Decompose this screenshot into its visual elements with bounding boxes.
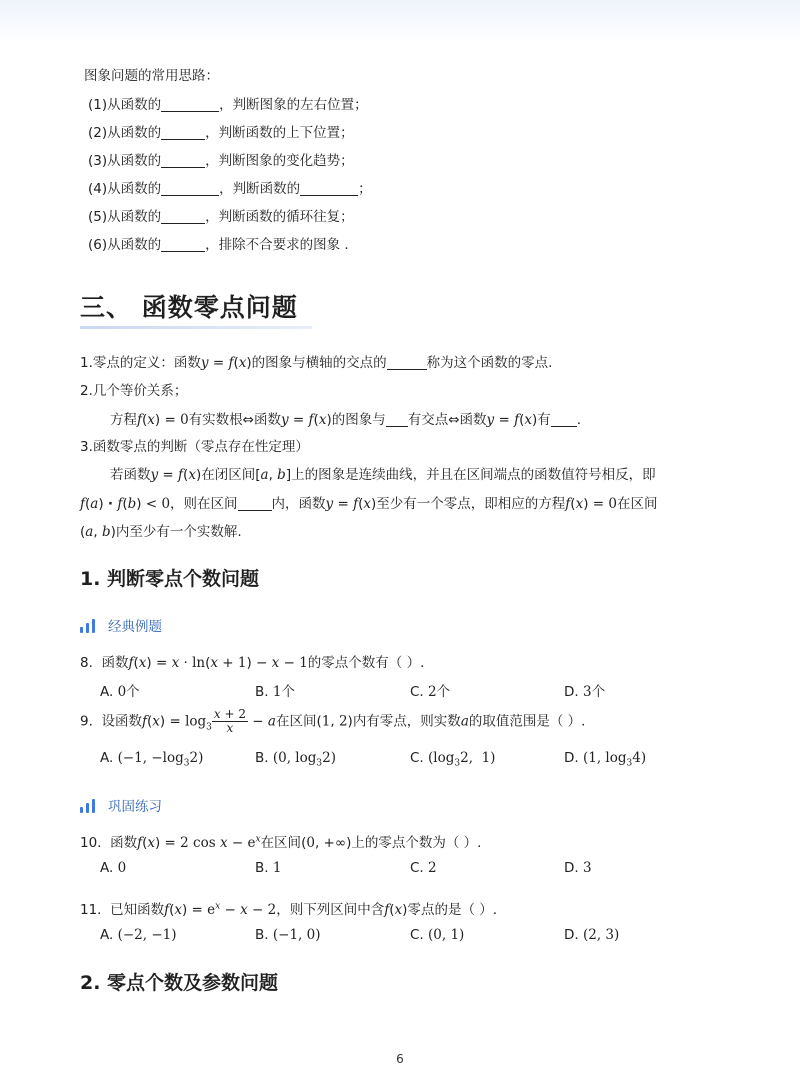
q11-option-d[interactable]: D. (2, 3) [564,927,620,943]
q8-option-a[interactable]: A. 0个 [100,684,140,700]
q8-option-c[interactable]: C. 2个 [410,684,451,700]
theorem-line-2: f(a) · f(b) < 0，则在区间 内，函数y = f(x)至少有一个零点，即相应的方程f(x) = 0在区间 [80,496,658,512]
bar-chart-icon [80,619,100,633]
q11-option-c[interactable]: C. (0, 1) [410,927,465,943]
intro-item-1: (1)从函数的 ，判断图象的左右位置； [88,97,368,113]
q9-option-d[interactable]: D. (1, $\log_34$) [564,750,647,769]
subsection-1-title: 1. 判断零点个数问题 [80,568,260,590]
equivalence-relation: 方程f(x) = 0有实数根⇔函数y = f(x)的图象与 有交点⇔函数y = f(x)有 . [110,412,582,428]
question-11: 11. 已知函数$f(x) = e^x - x - 2$，则下列区间中含f(x)零点的是（ ）. [80,901,498,918]
question-8: 8. 函数f(x) = x · ln(x + 1) − x − 1的零点个数有（ ）. [80,655,425,671]
intro-item-3: (3)从函数的 ，判断图象的变化趋势； [88,153,354,169]
q10-option-b[interactable]: B. 1 [255,860,282,876]
q11-option-b[interactable]: B. (−1, 0) [255,927,321,943]
subsection-2-title: 2. 零点个数及参数问题 [80,972,279,994]
q8-option-d[interactable]: D. 3个 [564,684,606,700]
theorem-heading: 3.函数零点的判断（零点存在性定理） [80,439,309,455]
q9-option-b[interactable]: B. (0, $\log_32$) [255,750,336,769]
intro-item-5: (5)从函数的 ，判断函数的循环往复； [88,209,354,225]
fraction: $\frac{x + 2}{x}$ [213,707,246,736]
theorem-line-3: (a, b)内至少有一个实数解. [80,524,242,540]
section-underline [80,326,312,329]
q8-option-b[interactable]: B. 1个 [255,684,295,700]
q9-option-c[interactable]: C. ($\log_32$, 1) [410,750,496,769]
q10-option-d[interactable]: D. 3 [564,860,592,876]
header-band [0,0,800,42]
q10-option-c[interactable]: C. 2 [410,860,437,876]
intro-title: 图象问题的常用思路： [84,68,219,84]
classic-examples-badge: 经典例题 [80,615,162,635]
practice-badge: 巩固练习 [80,795,162,815]
intro-item-4: (4)从函数的 ，判断函数的 ； [88,181,372,197]
intro-item-2: (2)从函数的 ，判断函数的上下位置； [88,125,354,141]
zero-definition: 1.零点的定义：函数y = f(x)的图象与横轴的交点的 称为这个函数的零点. [80,355,553,371]
q11-option-a[interactable]: A. (−2, −1) [100,927,177,943]
question-9: 9. 设函数$f(x) = \log_3$ $\frac{x + 2}{x}$ − a在区间(1, 2)内有零点，则实数a的取值范围是（ ）. [80,707,586,736]
q10-option-a[interactable]: A. 0 [100,860,127,876]
question-10: 10. 函数f(x) = 2 $\cos x - e^x$在区间(0, +∞)上的零点个数为（ ）. [80,834,482,851]
theorem-line-1: 若函数y = f(x)在闭区间[a, b]上的图象是连续曲线，并且在区间端点的函数值符号相反，即 [110,467,656,483]
page-number: 6 [396,1052,404,1066]
bar-chart-icon [80,799,100,813]
section-title: 三、 函数零点问题 [80,293,298,322]
equivalence-heading: 2.几个等价关系； [80,383,188,399]
q9-option-a[interactable]: A. (−1, $-\log_32$) [100,750,204,769]
intro-item-6: (6)从函数的 ，排除不合要求的图象 . [88,237,349,253]
